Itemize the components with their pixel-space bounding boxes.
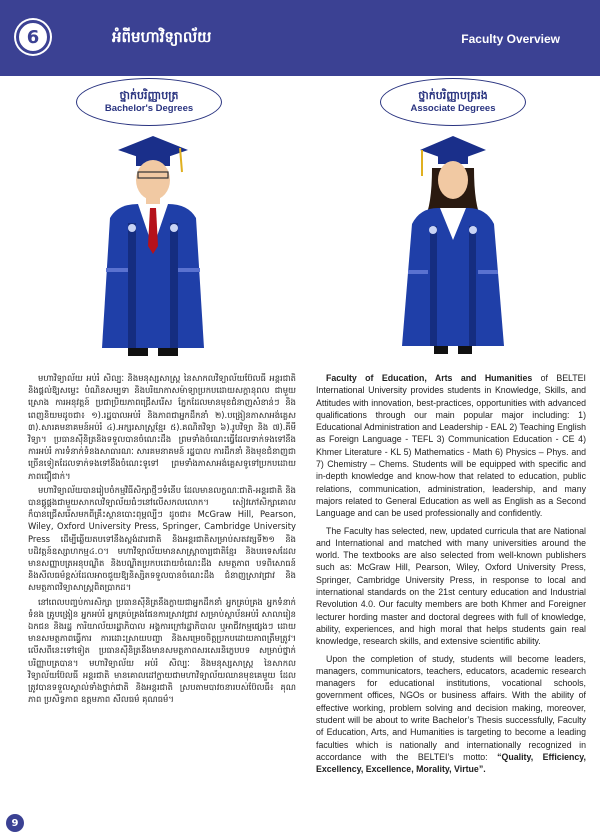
- bachelor-label-english: Bachelor's Degrees: [104, 103, 194, 114]
- khmer-paragraph-2: មហាវិទ្យាល័យបានរៀបចំកម្មវិធីសិក្សាថ្មីៗទំនើប ដែលមានលក្ខណៈជាតិ-អន្តរជាតិ និងបានផ្គូផ្គងជាមួយសាកលវិទ្យាល័យធំៗនៅលើសកលលោក។ សៀវភៅសិក្សាគោល ក៏បានជ្រើសរើសមកពីគ្រឹះស្ថានបោះពុម្ពល្បីៗ ដូចជា៖ McGraw Hill, Pearson, Wiley, Oxford University Press, Springer, Cambridge University Press ដើម្បីឆ្លើយតបទៅនឹងស្តង់ដារជាតិ និងអន្តរជាតិសម្រាប់សតវត្សទី២១ និងបដិវត្តន៍ឧស្សាហកម្ម៤.០។ មហាវិទ្យាល័យមានសាស្ត្រាចារ្យជាតិខ្មែរ និងបរទេសដែលមានសញ្ញាបត្រអនុបណ្ឌិត និងបណ្ឌិតប្រកបដោយចំណេះដឹង សមត្ថភាព បទពិសោធន៍ និងសីលធម៌ខ្ពស់ដែលអាចជួយឱ្យនិស្សិតទទួលបានចំណេះដឹង ជំនាញស្រាវជ្រាវ និងសមត្ថភាពវិទ្យាសាស្ត្រពិតប្រាកដ។: [28, 484, 296, 593]
- bachelor-degree-label: [76, 78, 222, 126]
- section-number-badge: 6: [16, 20, 50, 54]
- bachelor-label-khmer: ថ្នាក់បរិញ្ញាបត្រ: [119, 89, 179, 102]
- khmer-paragraph-1: មហាវិទ្យាល័យ អប់រំ សិល្បៈ និងមនុស្សសាស្ត្រ នៃសាកលវិទ្យាល័យប៊ែលធី អន្តរជាតិ និងផ្តល់ឱ្យសម្ទេះ បំណិនសម្បទា និងបរិយាកាសម៉ាទ្យាប្រកបដោយសក្តានុពល ជាមួយស្រោង ការអនុវត្តន៍ ប្រជាប្រិយភាពជ្រើសរើស ភ្នែកដែលមានមុខជំនាញសំខាន់ៗ និងពេញនិយមដូចជា៖ ១).រដ្ឋបាលអប់រំ និងភាពជាអ្នកដឹកនាំ ២).បង្រៀនភាសាអង់គ្លេស ៣).សារគមនាគមន៍អប់រំ ៤).អក្សរសាស្ត្រខ្មែរ ៥).គណិតវិទ្យា ៦).រូបវិទ្យា និង ៧).គីមីវិទ្យា។ ប្រធានស៊ីនិត្រនិងទទួលបានចំណេះដឹង ព្រមទាំងចំណេះធ្វើដែលទាក់ទងទៅនឹងការអប់រំ ការទំនាក់ទំនងសាធារណៈ សារគមនាគមន៍ រដ្ឋបាល ការដឹកនាំ និងមុខជំនាញជាច្រើនទៀតដែលទាក់ទងទៅនឹងចំណេះទូទៅ ព្រមទាំងភាសាអង់គ្លេសទូទៅប្រកបដោយភាពជឿជាក់។: [28, 373, 296, 481]
- khmer-text-column: [28, 372, 296, 707]
- female-graduate-image: [388, 128, 518, 358]
- male-graduate-image: [88, 128, 218, 358]
- page-header: [0, 0, 600, 76]
- faculty-name: Faculty of Education, Arts and Humanities: [326, 373, 533, 383]
- page-number-badge: 9: [6, 814, 24, 832]
- khmer-paragraph-3: នៅពេលបញ្ចប់ការសិក្សា ប្រធានស៊ីនិត្រនឹងក្លាយជាអ្នកដឹកនាំ អ្នកគ្រប់គ្រង អ្នកទំនាក់ទំនង គ្រូបង្រៀន អ្នកអប់រំ អ្នកគ្រប់គ្រងផែនការស្រាវជ្រាវ សម្រាប់ស្ថាប័នអប់រំ សាលារៀនឯកជន និងរដ្ឋ ការិយាល័យរដ្ឋាភិបាល អង្គការក្រៅរដ្ឋាភិបាល ឬអាជីវកម្មផ្សេងៗ ដោយមានសមត្ថភាពធ្វើការ ការដោះស្រាយបញ្ហា និងសម្រេចចិត្តប្រកបដោយភាពត្រឹមត្រូវ។ លើសពីនេះទៅទៀត ប្រធានស៊ីនិត្រនឹងមានសមត្ថភាពសរសេរនិក្ខេបបទ សម្រាប់ថ្នាក់បរិញ្ញាបត្របាន។ មហាវិទ្យាល័យ អប់រំ សិល្បៈ និងមនុស្សសាស្ត្រ នៃសាកលវិទ្យាល័យប៊ែលធី អន្តរជាតិ មានគោលដៅក្លាយជាមហាវិទ្យាល័យឈានមុខគេមួយ ដែលត្រូវបានទទួលស្គាល់ទាំងថ្នាក់ជាតិ និងអន្តរជាតិ ស្របតាមបាវចនារបស់ប៊ែលធី៖ គុណភាព ប្រសិទ្ធភាព ឧត្តមភាព សីលធម៌ គុណធម៌។: [28, 596, 296, 705]
- header-title-english: Faculty Overview: [461, 32, 560, 46]
- english-paragraph-3: [316, 653, 586, 776]
- header-title-khmer: អំពីមហាវិទ្យាល័យ: [112, 28, 212, 46]
- associate-degree-label: [380, 78, 526, 126]
- english-paragraph-1-body: of BELTEI International University provides students in Knowledge, Skills, and Attitudes with innovation, best-practices, opportunities with advanced qualifications through our main popular major including: 1) Educational Administration and Leadership - EAL 2) Teaching English as Foreign Language - TEFL 3) Communication Education - CE 4) Khmer Literature - KL 5) Mathematics - Math 6) Physics – Phys. and 7) Chemistry – Chems. Students will be equipped with specific and in-depth knowledge and know-how that related to education, public relations, communication, administration, leadership, and many majors related to General Education as well as English as a Second Language and can be used professionally and confidently.: [316, 373, 586, 519]
- associate-label-khmer: ថ្នាក់បរិញ្ញាបត្ររង: [418, 89, 488, 102]
- english-paragraph-2: The Faculty has selected, new, updated curricula that are National and International and matched with many universities around the world. The textbooks are also selected from well-known publishers such as: McGraw Hill, Pearson, Wiley, Oxford University Press, Springer, Cambridge University Press, in response to local and international standards on the 21st century education and Industrial Revolution 4.0. Our faculty members are both Khmer and Foreigner lecturer hording master and doctoral degrees with full of knowledge, ability, experiences, and high moral that helps students gain real knowledge, research skills, and extensive scientific ability.: [316, 525, 586, 647]
- associate-label-english: Associate Degrees: [410, 103, 496, 114]
- english-text-column: [316, 372, 586, 781]
- beltei-motto: “Quality, Efficiency, Excellency, Excellence, Morality, Virtue”.: [316, 751, 586, 775]
- english-paragraph-1: [316, 372, 586, 520]
- english-paragraph-3-body: Upon the completion of study, students will become leaders, managers, communicators, teachers, educators, academic research managers for educational institutions, vocational schools, government offices, NGOs or business affairs. With the ability of effective working, problem solving and decision making, moreover, student will be about to write Bachelor’s Thesis successfully, Faculty of Education, Arts, and Humanities is targeting to become a leading faculties which is nationally and internationally recognized in accordance with the BELTEI’s motto:: [316, 653, 586, 762]
